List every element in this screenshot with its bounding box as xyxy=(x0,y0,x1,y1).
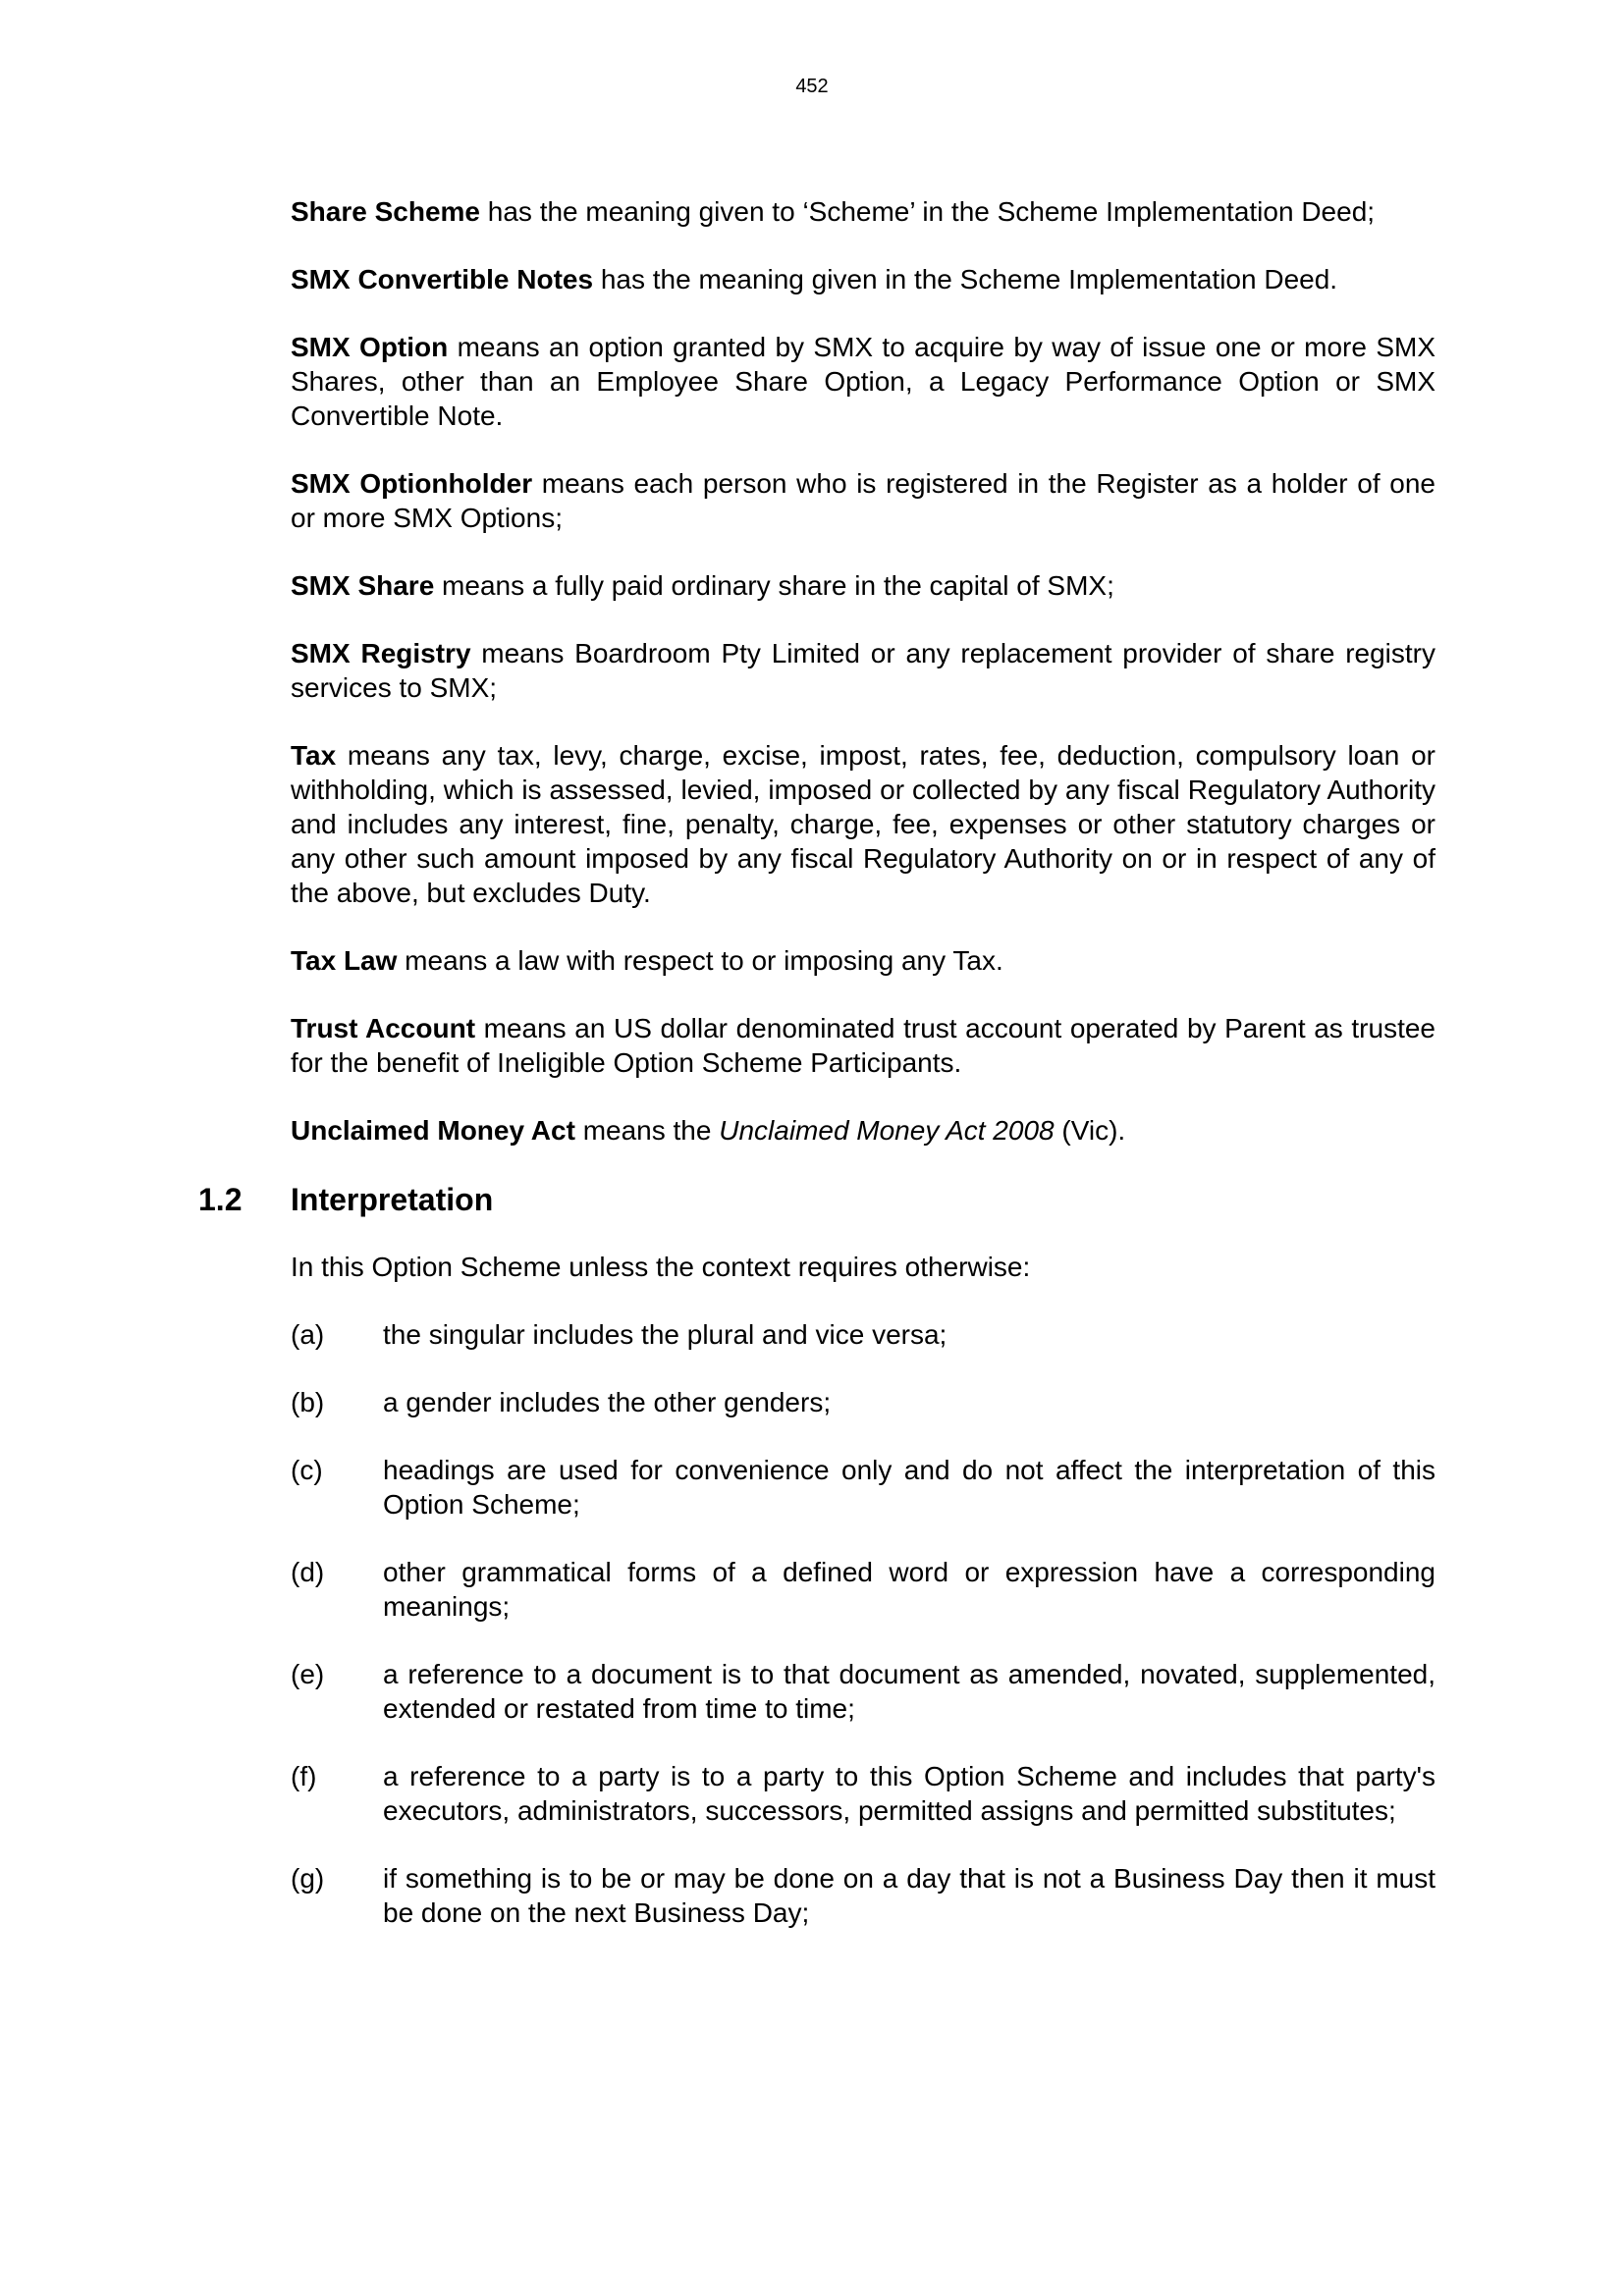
page-number: 452 xyxy=(795,76,829,97)
list-item-text: the singular includes the plural and vice versa; xyxy=(383,1319,947,1350)
definition-text: means a law with respect to or imposing any Tax. xyxy=(397,945,1003,976)
list-marker: (g) xyxy=(291,1863,325,1894)
definition-text: means the xyxy=(574,1115,720,1146)
definition-tax xyxy=(291,738,1435,910)
list-item xyxy=(291,1317,1435,1352)
definition-smx-convertible-notes xyxy=(291,262,1435,296)
list-marker: (c) xyxy=(291,1455,323,1485)
list-item-text: if something is to be or may be done on a day that is not a Business Day then it must be done on the next Business Day; xyxy=(383,1863,1435,1928)
list-item xyxy=(291,1453,1435,1522)
list-item xyxy=(291,1657,1435,1726)
definition-text: has the meaning given in the Scheme Implementation Deed. xyxy=(593,264,1338,294)
definition-term: SMX Option xyxy=(291,332,449,362)
definition-term: SMX Share xyxy=(291,570,435,601)
definition-text: means a fully paid ordinary share in the capital of SMX; xyxy=(434,570,1114,601)
definition-term: Tax xyxy=(291,740,337,771)
definition-trust-account xyxy=(291,1011,1435,1080)
section-title: Interpretation xyxy=(291,1182,494,1217)
list-item xyxy=(291,1555,1435,1624)
definition-term: Trust Account xyxy=(291,1013,476,1043)
list-item-text: a gender includes the other genders; xyxy=(383,1387,832,1417)
definition-term: Unclaimed Money Act xyxy=(291,1115,575,1146)
definition-term: SMX Registry xyxy=(291,638,471,668)
list-item-text: a reference to a party is to a party to this Option Scheme and includes that party's executors, administrators, successors, permitted assigns and permitted substitutes; xyxy=(383,1761,1435,1826)
list-marker: (e) xyxy=(291,1659,325,1689)
section-intro: In this Option Scheme unless the context requires otherwise: xyxy=(291,1252,1031,1282)
definition-text-suffix: (Vic). xyxy=(1054,1115,1126,1146)
definition-text: means each person who is registered in the Register as a holder of one or more SMX Options; xyxy=(291,468,1435,533)
definition-term: SMX Convertible Notes xyxy=(291,264,594,294)
definition-smx-registry xyxy=(291,636,1435,705)
document-body xyxy=(198,194,1436,1963)
section-number: 1.2 xyxy=(198,1182,243,1217)
list-marker: (d) xyxy=(291,1557,325,1587)
list-item-text: other grammatical forms of a defined word or expression have a corresponding meanings; xyxy=(383,1557,1435,1622)
list-marker: (a) xyxy=(291,1319,325,1350)
list-item xyxy=(291,1385,1435,1419)
list-item xyxy=(291,1861,1435,1930)
list-marker: (f) xyxy=(291,1761,317,1791)
definition-term: Tax Law xyxy=(291,945,398,976)
list-marker: (b) xyxy=(291,1387,325,1417)
definition-smx-option xyxy=(291,330,1435,433)
list-item-text: a reference to a document is to that document as amended, novated, supplemented, extended or restated from time to time; xyxy=(383,1659,1435,1724)
definition-term: Share Scheme xyxy=(291,196,480,227)
list-item-text: headings are used for convenience only and do not affect the interpretation of this Option Scheme; xyxy=(383,1455,1435,1520)
act-title: Unclaimed Money Act 2008 xyxy=(719,1115,1055,1146)
definition-text: has the meaning given to ‘Scheme’ in the Scheme Implementation Deed; xyxy=(480,196,1376,227)
definition-term: SMX Optionholder xyxy=(291,468,533,499)
definition-text: means any tax, levy, charge, excise, impost, rates, fee, deduction, compulsory loan or withholding, which is assessed, levied, imposed or collected by any fiscal Regulatory Authority and includes any interest, fine, penalty, charge, fee, expenses or other statutory charges or any other such amount imposed by any fiscal Regulatory Authority on or in respect of any of the above, but excludes Duty. xyxy=(291,740,1435,908)
section-heading xyxy=(198,1181,1435,1218)
definition-unclaimed-money-act xyxy=(291,1113,1435,1148)
definition-smx-optionholder xyxy=(291,466,1435,535)
definition-smx-share xyxy=(291,568,1435,603)
definition-text: means Boardroom Pty Limited or any replacement provider of share registry services to SMX; xyxy=(291,638,1435,703)
definition-share-scheme xyxy=(291,194,1435,229)
definition-text: means an option granted by SMX to acquire by way of issue one or more SMX Shares, other than an Employee Share Option, a Legacy Performance Option or SMX Convertible Note. xyxy=(291,332,1435,431)
definition-tax-law xyxy=(291,943,1435,978)
list-item xyxy=(291,1759,1435,1828)
definition-text: means an US dollar denominated trust account operated by Parent as trustee for the benefit of Ineligible Option Scheme Participants. xyxy=(291,1013,1436,1078)
